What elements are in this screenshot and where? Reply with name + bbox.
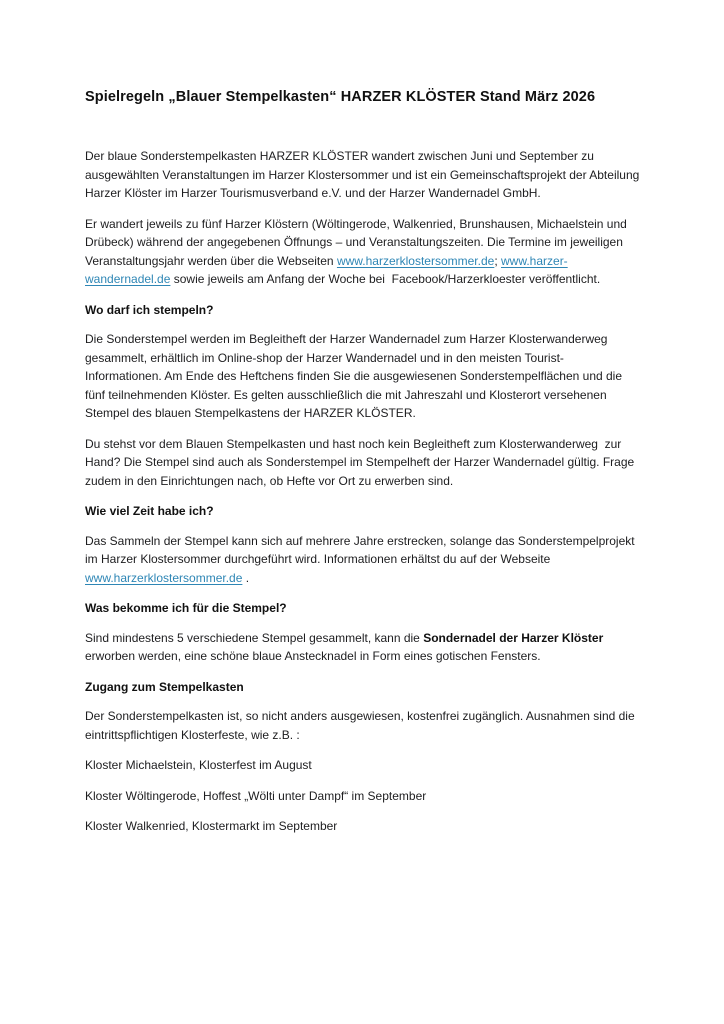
- text-run: ;: [494, 253, 501, 268]
- paragraph-access-info: Der Sonderstempelkasten ist, so nicht anders ausgewiesen, kostenfrei zugänglich. Ausnahmen sind die eintrittspflichtigen Klosterfeste, wie z.B. :: [85, 709, 638, 742]
- heading-where-to-stamp: Wo darf ich stempeln?: [85, 302, 214, 317]
- bold-text-run: Sondernadel der Harzer Klöster: [423, 630, 604, 645]
- text-run: erworben werden, eine schöne blaue Anstecknadel in Form eines gotischen Fensters.: [85, 630, 607, 663]
- text-run: Das Sammeln der Stempel kann sich auf mehrere Jahre erstrecken, solange das Sonderstempelprojekt im Harzer Klostersommer durchgeführt wird. Informationen erhältst du auf der Webseite: [85, 533, 638, 566]
- event-line-woeltingerode: Kloster Wöltingerode, Hoffest „Wölti unter Dampf“ im September: [85, 788, 427, 803]
- hyperlink[interactable]: www.harzerklostersommer.de: [85, 570, 243, 585]
- paragraph-wander-schedule: [85, 215, 640, 289]
- event-line-walkenried: Kloster Walkenried, Klostermarkt im September: [85, 819, 338, 833]
- heading-access: Zugang zum Stempelkasten: [85, 679, 244, 694]
- paragraph-intro: Der blaue Sonderstempelkasten HARZER KLÖSTER wandert zwischen Juni und September zu ausgewählten Veranstaltungen im Harzer Klostersommer und ist ein Gemeinschaftsprojekt der Abteilung Harzer Klöster im Harzer Tourismusverband e.V. und der Harzer Wandernadel GmbH.: [85, 149, 643, 200]
- heading-reward: Was bekomme ich für die Stempel?: [85, 601, 287, 615]
- text-run: Sind mindestens 5 verschiedene Stempel gesammelt, kann die: [85, 630, 424, 645]
- paragraph-reward-pin: [85, 629, 640, 666]
- paragraph-no-booklet: Du stehst vor dem Blauen Stempelkasten und hast noch kein Begleitheft zum Klosterwanderweg zur Hand? Die Stempel sind auch als Sonderstempel im Stempelheft der Harzer Wandernadel gültig. Frage zudem in den Einrichtungen nach, ob Hefte vor Ort zu erwerben sind.: [85, 436, 638, 488]
- text-run: sowie jeweils am Anfang der Woche bei Facebook/Harzerkloester veröffentlicht.: [170, 272, 601, 286]
- paragraph-collect-booklet: Die Sonderstempel werden im Begleitheft der Harzer Wandernadel zum Harzer Klosterwanderweg gesammelt, erhältlich im Online-shop der Harzer Wandernadel und in den meisten Tourist-Informationen. Am Ende des Heftchens finden Sie die ausgewiesenen Sonderstempelflächen und die fünf teilnehmenden Klöster. Es gelten ausschließlich die mit Jahreszahl und Klosterort versehenen Stempel des blauen Stempelkastens der HARZER KLÖSTER.: [85, 332, 626, 420]
- event-line-michaelstein: Kloster Michaelstein, Klosterfest im August: [85, 758, 312, 772]
- document-title: Spielregeln „Blauer Stempelkasten“ HARZER KLÖSTER Stand März 2026: [85, 89, 596, 105]
- hyperlink[interactable]: www.harzer-wandernadel.de: [85, 253, 568, 286]
- paragraph-time-frame: [85, 532, 640, 588]
- text-run: Er wandert jeweils zu fünf Harzer Klöstern (Wöltingerode, Walkenried, Brunshausen, Michaelstein und Drübeck) während der angegebenen Öffnungs – und Veranstaltungszeiten. Die Termine im jeweiligen Veranstaltungsjahr werden über die Webseiten: [85, 216, 631, 268]
- hyperlink[interactable]: www.harzerklostersommer.de: [336, 253, 495, 268]
- text-run: .: [242, 570, 250, 585]
- heading-how-much-time: Wie viel Zeit habe ich?: [85, 504, 214, 518]
